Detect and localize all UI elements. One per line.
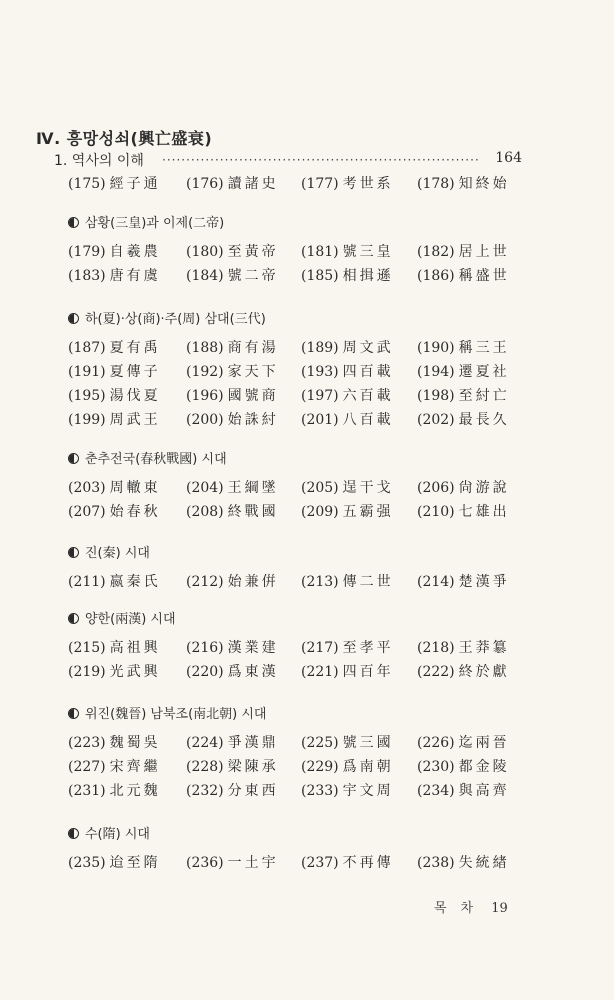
section-title: 삼황(三皇)과 이제(二帝) [85,216,225,231]
verse-number: (188) [186,340,224,356]
section-heading [68,544,150,564]
verse-number: (236) [186,855,224,871]
verse-number: (213) [301,574,339,590]
verse-number: (226) [417,735,455,751]
verse-text: 號三皇 [342,244,394,260]
verse-text: 唐有虞 [109,268,161,284]
half-circle-icon [68,708,79,719]
verse-number: (238) [417,855,455,871]
verse-number: (224) [186,735,224,751]
verse-text: 梁陳承 [227,759,279,775]
verse-text: 始誅紂 [227,412,279,428]
half-circle-icon [68,313,79,324]
verse-entry[interactable] [301,571,394,593]
verse-text: 至紂亡 [458,388,510,404]
verse-entry[interactable] [68,571,161,593]
verse-text: 逞干戈 [342,480,394,496]
verse-text: 相揖遜 [342,268,394,284]
verse-number: (207) [68,504,106,520]
verse-text: 至孝平 [342,640,394,656]
section-heading [68,450,227,470]
verse-entry[interactable] [186,571,279,593]
verse-number: (175) [68,176,106,192]
verse-number: (218) [417,640,455,656]
verse-number: (237) [301,855,339,871]
verse-number: (189) [301,340,339,356]
verse-entry[interactable] [186,501,279,523]
verse-text: 夏有禹 [109,340,161,356]
verse-entry[interactable] [68,732,161,754]
entry-row [68,173,528,195]
verse-text: 終戰國 [227,504,279,520]
verse-number: (181) [301,244,339,260]
section-title: 하(夏)·상(商)·주(周) 삼대(三代) [85,312,266,327]
verse-entry[interactable] [186,477,279,499]
verse-text: 周文武 [342,340,394,356]
verse-text: 宇文周 [342,783,394,799]
verse-number: (206) [417,480,455,496]
verse-text: 八百載 [342,412,394,428]
footer-label: 목차 [434,901,488,916]
verse-number: (220) [186,664,224,680]
verse-entry[interactable] [417,337,510,359]
verse-number: (200) [186,412,224,428]
verse-entry[interactable] [417,661,510,683]
verse-text: 夏傳子 [109,364,161,380]
verse-entry[interactable] [186,852,279,874]
verse-number: (229) [301,759,339,775]
verse-entry[interactable] [68,780,161,802]
verse-number: (208) [186,504,224,520]
verse-number: (225) [301,735,339,751]
entry-row [68,637,528,659]
verse-text: 讀諸史 [227,176,279,192]
verse-number: (212) [186,574,224,590]
verse-text: 國號商 [227,388,279,404]
verse-number: (234) [417,783,455,799]
verse-number: (194) [417,364,455,380]
verse-entry[interactable] [417,173,510,195]
verse-entry[interactable] [417,780,510,802]
section-heading [68,825,150,845]
verse-entry[interactable] [68,241,161,263]
verse-entry[interactable] [301,637,394,659]
verse-text: 始春秋 [109,504,161,520]
verse-text: 居上世 [458,244,510,260]
verse-number: (196) [186,388,224,404]
verse-number: (209) [301,504,339,520]
verse-entry[interactable] [186,637,279,659]
entry-row [68,337,528,359]
verse-text: 爭漢鼎 [227,735,279,751]
verse-number: (193) [301,364,339,380]
verse-entry[interactable] [68,501,161,523]
verse-number: (217) [301,640,339,656]
verse-entry[interactable] [68,852,161,874]
verse-number: (197) [301,388,339,404]
verse-number: (214) [417,574,455,590]
verse-text: 王莽簒 [458,640,510,656]
verse-entry[interactable] [186,241,279,263]
entry-row [68,477,528,499]
entry-row [68,732,528,754]
verse-entry[interactable] [186,385,279,407]
verse-text: 嬴秦氏 [109,574,161,590]
verse-entry[interactable] [68,661,161,683]
entry-row [68,409,528,431]
verse-text: 楚漢爭 [458,574,510,590]
verse-text: 號二帝 [227,268,279,284]
verse-entry[interactable] [301,780,394,802]
verse-text: 最長久 [458,412,510,428]
verse-text: 七雄出 [458,504,510,520]
section-title: 위진(魏晉) 남북조(南北朝) 시대 [85,707,267,722]
verse-entry[interactable] [68,337,161,359]
verse-text: 四百載 [342,364,394,380]
chapter-title: 1. 역사의 이해 [54,153,144,169]
verse-number: (184) [186,268,224,284]
verse-number: (177) [301,176,339,192]
section-heading [68,705,266,725]
verse-number: (195) [68,388,106,404]
verse-entry[interactable] [417,409,510,431]
verse-number: (187) [68,340,106,356]
verse-entry[interactable] [186,732,279,754]
verse-number: (227) [68,759,106,775]
verse-text: 傳二世 [342,574,394,590]
entry-row [68,265,528,287]
verse-number: (203) [68,480,106,496]
section-title: 진(秦) 시대 [85,546,150,561]
verse-entry[interactable] [68,361,161,383]
verse-number: (210) [417,504,455,520]
verse-number: (211) [68,574,106,590]
verse-number: (205) [301,480,339,496]
verse-number: (228) [186,759,224,775]
verse-entry[interactable] [68,637,161,659]
verse-entry[interactable] [301,265,394,287]
verse-number: (233) [301,783,339,799]
verse-text: 經子通 [109,176,161,192]
verse-number: (231) [68,783,106,799]
verse-entry[interactable] [417,852,510,874]
verse-text: 與高齊 [458,783,510,799]
verse-entry[interactable] [301,501,394,523]
verse-number: (235) [68,855,106,871]
half-circle-icon [68,547,79,558]
verse-entry[interactable] [68,756,161,778]
verse-text: 六百載 [342,388,394,404]
verse-text: 至黃帝 [227,244,279,260]
verse-text: 爲東漢 [227,664,279,680]
verse-number: (185) [301,268,339,284]
verse-number: (178) [417,176,455,192]
verse-number: (202) [417,412,455,428]
verse-entry[interactable] [301,385,394,407]
verse-text: 分東西 [227,783,279,799]
verse-text: 考世系 [342,176,394,192]
verse-entry[interactable] [417,756,510,778]
verse-text: 五霸强 [342,504,394,520]
verse-entry[interactable] [68,265,161,287]
verse-number: (180) [186,244,224,260]
verse-text: 迨至隋 [109,855,161,871]
entry-row [68,385,528,407]
verse-text: 周武王 [109,412,161,428]
verse-number: (221) [301,664,339,680]
section-title: 양한(兩漢) 시대 [85,612,176,627]
verse-entry[interactable] [417,501,510,523]
verse-text: 漢業建 [227,640,279,656]
verse-number: (182) [417,244,455,260]
verse-text: 始兼倂 [227,574,279,590]
verse-number: (179) [68,244,106,260]
entry-row [68,780,528,802]
section-heading [68,214,224,234]
verse-entry[interactable] [186,337,279,359]
verse-number: (223) [68,735,106,751]
verse-number: (230) [417,759,455,775]
verse-number: (191) [68,364,106,380]
section-title: 수(隋) 시대 [85,827,150,842]
verse-text: 家天下 [227,364,279,380]
verse-number: (219) [68,664,106,680]
page-footer [434,897,508,916]
verse-entry[interactable] [301,477,394,499]
section-heading [68,310,266,330]
verse-text: 知終始 [458,176,510,192]
verse-text: 一土宇 [227,855,279,871]
verse-text: 不再傳 [342,855,394,871]
verse-text: 尙游說 [458,480,510,496]
leader-dots: ·································································· [162,153,480,167]
verse-entry[interactable] [417,637,510,659]
verse-number: (192) [186,364,224,380]
verse-entry[interactable] [417,385,510,407]
verse-number: (186) [417,268,455,284]
verse-text: 終於獻 [458,664,510,680]
verse-entry[interactable] [301,661,394,683]
part-title: Ⅳ. 흥망성쇠(興亡盛衰) [36,129,213,148]
verse-entry[interactable] [301,409,394,431]
verse-entry[interactable] [186,173,279,195]
section-heading [68,610,176,630]
verse-entry[interactable] [301,361,394,383]
half-circle-icon [68,613,79,624]
verse-number: (199) [68,412,106,428]
verse-text: 宋齊繼 [109,759,161,775]
verse-text: 稱盛世 [458,268,510,284]
verse-text: 稱三王 [458,340,510,356]
verse-number: (183) [68,268,106,284]
entry-row [68,661,528,683]
verse-text: 周轍東 [109,480,161,496]
half-circle-icon [68,828,79,839]
half-circle-icon [68,453,79,464]
entry-row [68,756,528,778]
verse-text: 號三國 [342,735,394,751]
verse-entry[interactable] [301,241,394,263]
verse-text: 爲南朝 [342,759,394,775]
verse-text: 商有湯 [227,340,279,356]
verse-number: (190) [417,340,455,356]
verse-text: 高祖興 [109,640,161,656]
chapter-page-number: 164 [495,150,522,166]
verse-text: 光武興 [109,664,161,680]
verse-number: (198) [417,388,455,404]
entry-row [68,852,528,874]
chapter-entry[interactable] [54,150,522,172]
entry-row [68,571,528,593]
verse-entry[interactable] [186,265,279,287]
verse-text: 湯伐夏 [109,388,161,404]
verse-text: 失統緖 [458,855,510,871]
verse-text: 都金陵 [458,759,510,775]
verse-entry[interactable] [301,337,394,359]
verse-entry[interactable] [301,756,394,778]
verse-text: 北元魏 [109,783,161,799]
verse-entry[interactable] [417,571,510,593]
verse-number: (201) [301,412,339,428]
footer-page-number: 19 [491,901,508,916]
verse-entry[interactable] [186,409,279,431]
verse-number: (204) [186,480,224,496]
entry-row [68,361,528,383]
verse-entry[interactable] [301,852,394,874]
verse-text: 四百年 [342,664,394,680]
verse-entry[interactable] [417,241,510,263]
verse-entry[interactable] [186,780,279,802]
verse-text: 迄兩晉 [458,735,510,751]
verse-text: 魏蜀吳 [109,735,161,751]
verse-entry[interactable] [68,173,161,195]
verse-entry[interactable] [301,173,394,195]
verse-text: 遷夏社 [458,364,510,380]
verse-number: (176) [186,176,224,192]
verse-entry[interactable] [417,265,510,287]
section-title: 춘추전국(春秋戰國) 시대 [85,452,227,467]
verse-number: (232) [186,783,224,799]
verse-entry[interactable] [68,409,161,431]
verse-entry[interactable] [417,732,510,754]
verse-entry[interactable] [417,477,510,499]
verse-text: 王綱墜 [227,480,279,496]
verse-entry[interactable] [186,661,279,683]
verse-number: (222) [417,664,455,680]
verse-entry[interactable] [68,477,161,499]
verse-entry[interactable] [186,756,279,778]
half-circle-icon [68,217,79,228]
verse-number: (216) [186,640,224,656]
verse-entry[interactable] [186,361,279,383]
entry-row [68,241,528,263]
verse-text: 自羲農 [109,244,161,260]
verse-number: (215) [68,640,106,656]
entry-row [68,501,528,523]
verse-entry[interactable] [68,385,161,407]
verse-entry[interactable] [417,361,510,383]
verse-entry[interactable] [301,732,394,754]
